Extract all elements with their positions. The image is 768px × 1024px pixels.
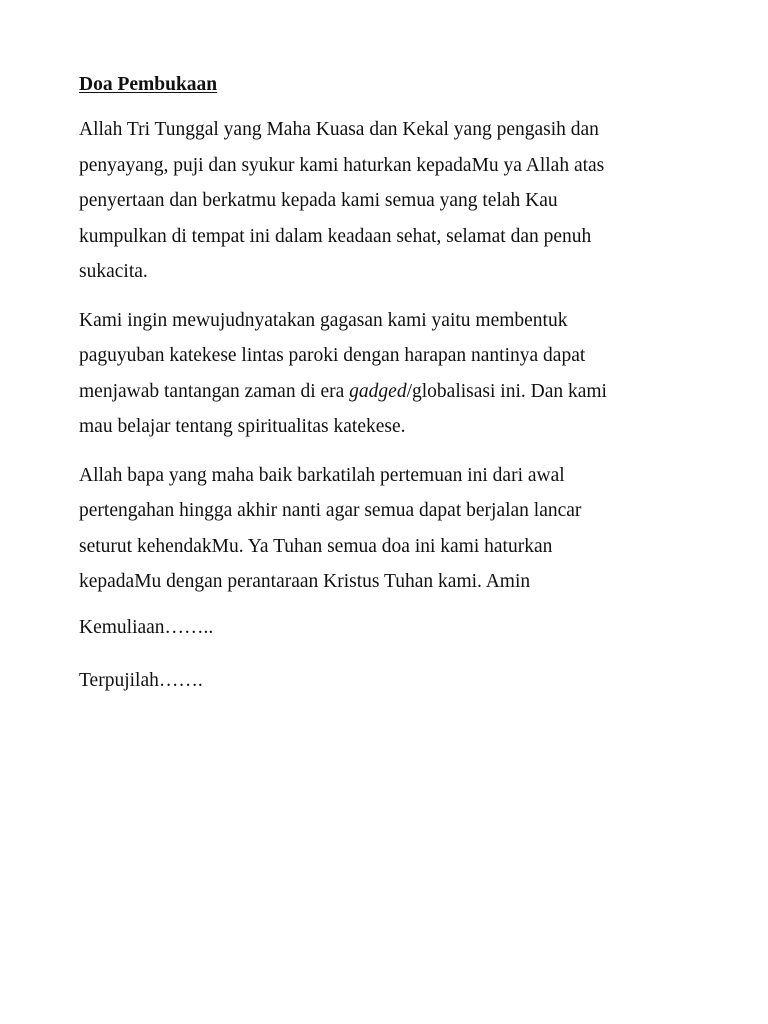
paragraph-line: penyertaan dan berkatmu kepada kami semua yang telah Kau: [79, 190, 558, 211]
paragraph-line: seturut kehendakMu. Ya Tuhan semua doa ini kami haturkan: [79, 535, 553, 557]
kemuliaan-line: Kemuliaan……..: [79, 616, 214, 638]
paragraph-line: mau belajar tentang spiritualitas katekese.: [79, 416, 406, 437]
page-title: Doa Pembukaan: [79, 74, 218, 95]
terpujilah-line: Terpujilah…….: [79, 669, 203, 691]
paragraph-line: Allah Tri Tunggal yang Maha Kuasa dan Kekal yang pengasih dan: [79, 119, 599, 140]
paragraph-line: penyayang, puji dan syukur kami haturkan kepadaMu ya Allah atas: [79, 154, 605, 176]
paragraph-line: paguyuban katekese lintas paroki dengan harapan nantinya dapat: [79, 345, 586, 366]
paragraph-line: Kami ingin mewujudnyatakan gagasan kami yaitu membentuk: [79, 309, 568, 331]
paragraph-line: kumpulkan di tempat ini dalam keadaan sehat, selamat dan penuh: [79, 225, 592, 247]
italic-word: gadged: [349, 380, 407, 402]
line-text: /globalisasi ini. Dan kami: [406, 380, 607, 402]
paragraph-blessing: [79, 458, 699, 600]
paragraph-intention: [79, 303, 699, 445]
paragraph-line: pertengahan hingga akhir nanti agar semua dapat berjalan lancar: [79, 500, 582, 521]
line-text: menjawab tantangan zaman di era: [79, 380, 350, 402]
paragraph-line: [79, 374, 699, 410]
paragraph-line: kepadaMu dengan perantaraan Kristus Tuhan kami. Amin: [79, 571, 531, 592]
paragraph-line: Allah bapa yang maha baik barkatilah pertemuan ini dari awal: [79, 464, 565, 486]
paragraph-line: sukacita.: [79, 261, 148, 282]
paragraph-opening: [79, 112, 699, 290]
document-content: [79, 72, 699, 719]
